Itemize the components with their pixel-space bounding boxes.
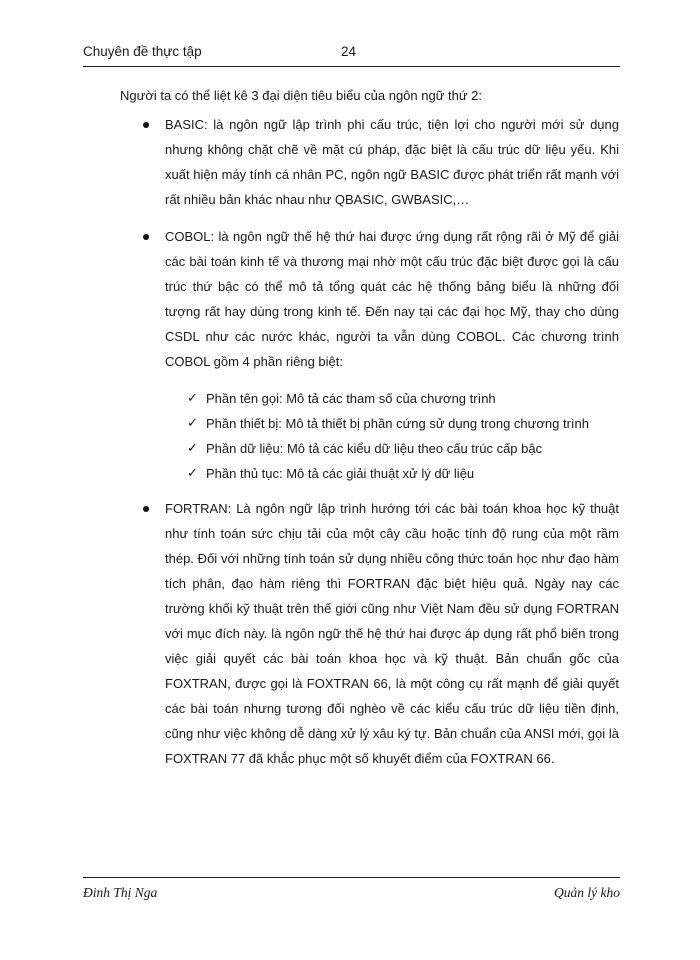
cobol-parts-list bbox=[187, 386, 617, 486]
footer-author: Đinh Thị Nga bbox=[83, 885, 158, 900]
bullet-text: FORTRAN: Là ngôn ngữ lập trình hướng tới các bài toán khoa học kỹ thuật như tính toán sức chịu tải của một cây cầu hoặc tính độ rung của một rầm thép. Đối với những tính toán sử dụng nhiều công thức toán học như đạo hàm tích phân, đạo hàm riêng thì FORTRAN đặc biệt hiệu quả. Ngày nay các trường khối kỹ thuật trên thế giới cũng như Việt Nam đều sử dụng FORTRAN với mục đích này. là ngôn ngữ thế hệ thứ hai được áp dụng rất phổ biến trong việc giải quyết các bài toán khoa học và kỹ thuật. Bản chuẩn gốc của FOXTRAN, được gọi là FOXTRAN 66, là một công cụ rất mạnh để giải quyết các bài toán nhưng tương đối nghèo về các kiểu cấu trúc dữ liệu tiền định, cũng như việc không dễ dàng xử lý xâu ký tự. Bản chuẩn của ANSI mới, gọi là FOXTRAN 77 đã khắc phục một số khuyết điểm của FOXTRAN 66. bbox=[165, 501, 619, 766]
checkmark-icon: ✓ bbox=[187, 441, 198, 456]
list-item bbox=[187, 436, 617, 461]
list-item bbox=[187, 386, 617, 411]
page-header bbox=[83, 44, 620, 67]
checkmark-icon: ✓ bbox=[187, 416, 198, 431]
list-item bbox=[187, 461, 617, 486]
bullet-text: BASIC: là ngôn ngữ lập trình phi cấu trúc, tiện lợi cho người mới sử dụng nhưng không chặt chẽ về mặt cú pháp, đặc biệt là cấu trúc dữ liệu yếu. Khi xuất hiện máy tính cá nhân PC, ngôn ngữ BASIC được phát triển rất mạnh với rất nhiều bản khác nhau như QBASIC, GWBASIC,… bbox=[165, 117, 619, 207]
list-item-text: Phần thủ tục: Mô tả các giải thuật xử lý dữ liệu bbox=[206, 466, 475, 481]
bullet-cobol bbox=[143, 224, 619, 374]
list-item bbox=[187, 411, 617, 436]
list-item-text: Phần thiết bị: Mô tả thiết bị phần cứng sử dụng trong chương trình bbox=[206, 416, 589, 431]
checkmark-icon: ✓ bbox=[187, 391, 198, 406]
page-footer bbox=[83, 877, 620, 902]
bullet-dot-icon bbox=[143, 506, 149, 512]
footer-subject: Quản lý kho bbox=[554, 885, 620, 900]
list-item-text: Phần tên gọi: Mô tả các tham số của chương trình bbox=[206, 391, 496, 406]
bullet-fortran bbox=[143, 496, 619, 771]
bullet-dot-icon bbox=[143, 234, 149, 240]
intro-paragraph: Người ta có thể liệt kê 3 đại diện tiêu biểu của ngôn ngữ thứ 2: bbox=[120, 88, 483, 103]
checkmark-icon: ✓ bbox=[187, 466, 198, 481]
bullet-basic bbox=[143, 112, 619, 212]
header-title: Chuyên đề thực tập bbox=[83, 44, 202, 59]
page-number: 24 bbox=[341, 44, 357, 59]
list-item-text: Phần dữ liệu: Mô tả các kiểu dữ liệu theo cấu trúc cấp bậc bbox=[206, 441, 543, 456]
bullet-text: COBOL: là ngôn ngữ thế hệ thứ hai được ứng dụng rất rộng rãi ở Mỹ để giải các bài toán kinh tế và thương mại nhờ một cấu trúc đặc biệt được gọi là cấu trúc thứ bậc có thể mô tả tổng quát các hệ thống bảng biểu là những đối tượng rất hay dùng trong kinh tế. Đến nay tại các đại học Mỹ, thay cho dùng CSDL như các nước khác, người ta vẫn dùng COBOL. Các chương trình COBOL gồm 4 phần riêng biệt: bbox=[165, 229, 619, 369]
bullet-dot-icon bbox=[143, 122, 149, 128]
